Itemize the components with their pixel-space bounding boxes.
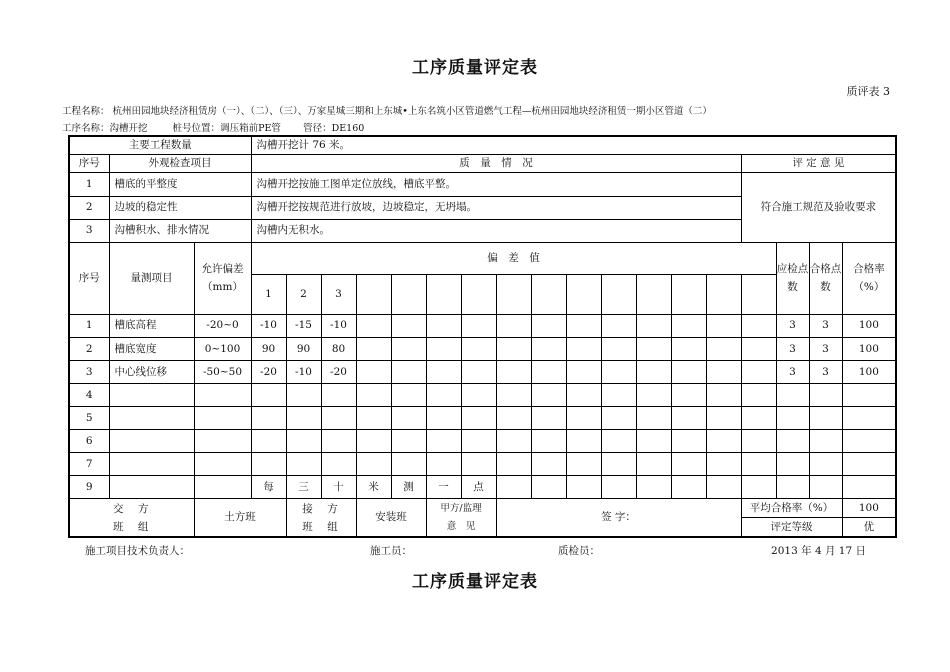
deviation-value — [496, 337, 531, 360]
measure-row — [69, 337, 896, 360]
deviation-value — [566, 361, 601, 384]
process-info-line — [62, 120, 364, 134]
visual-row-desc: 沟槽开挖按施工图单定位放线，槽底平整。 — [251, 172, 741, 196]
measure-col-deviation: 偏 差 值 — [251, 242, 776, 274]
deviation-value — [286, 407, 321, 430]
project-name-label: 工程名称： — [62, 106, 110, 117]
visual-header-row — [69, 154, 896, 172]
station-label: 桩号位置： — [172, 123, 221, 134]
deviation-value — [706, 407, 741, 430]
deviation-value — [356, 430, 391, 453]
deviation-value — [706, 361, 741, 384]
should-count — [776, 430, 809, 453]
dev-index — [391, 274, 426, 314]
deviation-value — [286, 453, 321, 476]
process-label: 工序名称： — [62, 123, 110, 134]
deviation-value — [426, 314, 461, 337]
deviation-value — [636, 407, 671, 430]
deviation-value — [741, 314, 776, 337]
deviation-value — [601, 361, 636, 384]
dev-index — [671, 274, 706, 314]
measure-row-no: 9 — [69, 476, 109, 499]
deviation-value — [461, 314, 496, 337]
deviation-value — [531, 430, 566, 453]
sign-label: 签 字： — [496, 499, 741, 537]
visual-row-desc: 沟槽开挖按规范进行放坡，边坡稳定，无坍塌。 — [251, 196, 741, 219]
deviation-value — [426, 361, 461, 384]
deviation-value — [391, 314, 426, 337]
deviation-value — [426, 337, 461, 360]
note-char: 点 — [461, 476, 496, 499]
pass-rate — [842, 453, 896, 476]
deviation-value — [286, 430, 321, 453]
visual-col-item: 外观检查项目 — [109, 154, 251, 172]
deviation-value — [391, 361, 426, 384]
deviation-value — [321, 384, 356, 407]
deviation-value — [286, 384, 321, 407]
pass-rate: 100 — [842, 337, 896, 360]
deviation-value — [636, 430, 671, 453]
deviation-value — [741, 384, 776, 407]
dev-index — [461, 274, 496, 314]
deviation-value — [636, 361, 671, 384]
dev-index — [531, 274, 566, 314]
deviation-value — [636, 384, 671, 407]
recv-team: 安装班 — [356, 499, 426, 537]
measure-row-item: 中心线位移 — [109, 361, 194, 384]
should-count — [776, 384, 809, 407]
deviation-value — [601, 314, 636, 337]
hand-team: 土方班 — [194, 499, 286, 537]
visual-row-item: 边坡的稳定性 — [109, 196, 251, 219]
deviation-value — [356, 314, 391, 337]
pass-rate — [842, 430, 896, 453]
deviation-value — [321, 407, 356, 430]
deviation-value — [671, 453, 706, 476]
deviation-value — [461, 384, 496, 407]
deviation-value — [321, 430, 356, 453]
deviation-value — [741, 361, 776, 384]
measure-col-rate: 合格率（%） — [842, 242, 896, 314]
deviation-value — [391, 453, 426, 476]
deviation-value — [391, 337, 426, 360]
grade-value: 优 — [842, 518, 896, 537]
note-char: 十 — [321, 476, 356, 499]
project-name-line — [62, 103, 712, 117]
visual-row-no: 3 — [69, 219, 109, 242]
deviation-value — [671, 384, 706, 407]
measure-col-item: 量测项目 — [109, 242, 194, 314]
evaluation-table — [68, 135, 897, 538]
measure-col-no: 序号 — [69, 242, 109, 314]
pass-rate: 100 — [842, 361, 896, 384]
visual-col-quality: 质 量 情 况 — [251, 154, 741, 172]
pass-count — [809, 430, 842, 453]
deviation-value: 90 — [251, 337, 286, 360]
should-count: 3 — [776, 314, 809, 337]
hand-team-label: 交 方 班 组 — [69, 499, 194, 537]
measure-col-tolerance: 允许偏差（mm） — [194, 242, 251, 314]
deviation-value — [426, 384, 461, 407]
deviation-value — [566, 384, 601, 407]
pass-count — [809, 453, 842, 476]
deviation-value — [706, 384, 741, 407]
main-quantity-value: 沟槽开挖计 76 米。 — [251, 136, 896, 154]
sign-date: 2013 年 4 月 17 日 — [771, 545, 866, 557]
measure-col-should: 应检点数 — [776, 242, 809, 314]
deviation-value — [251, 384, 286, 407]
dev-index — [601, 274, 636, 314]
deviation-value — [531, 453, 566, 476]
measure-row — [69, 361, 896, 384]
dev-index — [636, 274, 671, 314]
visual-conclusion: 符合施工规范及验收要求 — [741, 172, 896, 242]
measure-col-pass: 合格点数 — [809, 242, 842, 314]
dev-index: 1 — [251, 274, 286, 314]
deviation-value: -10 — [251, 314, 286, 337]
tech-lead-label: 施工项目技术负责人： — [85, 545, 190, 557]
deviation-value — [391, 407, 426, 430]
dev-index — [426, 274, 461, 314]
measure-row-no: 4 — [69, 384, 109, 407]
deviation-value — [636, 453, 671, 476]
deviation-value: -20 — [321, 361, 356, 384]
measure-row-no: 7 — [69, 453, 109, 476]
deviation-value — [741, 337, 776, 360]
measure-row-tolerance — [194, 407, 251, 430]
deviation-value — [671, 430, 706, 453]
deviation-value — [566, 407, 601, 430]
measure-row — [69, 453, 896, 476]
deviation-value — [496, 384, 531, 407]
deviation-value — [356, 453, 391, 476]
pass-count — [809, 407, 842, 430]
deviation-value — [496, 407, 531, 430]
recv-team-label: 接 方 班 组 — [286, 499, 356, 537]
measure-row-item — [109, 407, 194, 430]
deviation-value — [496, 430, 531, 453]
deviation-value — [461, 361, 496, 384]
measure-note-row — [69, 476, 896, 499]
deviation-value — [566, 430, 601, 453]
form-title: 工序质量评定表 — [412, 58, 538, 78]
avg-rate-label: 平均合格率（%） — [741, 499, 842, 518]
deviation-value — [391, 430, 426, 453]
dev-index — [496, 274, 531, 314]
deviation-value — [461, 407, 496, 430]
measure-header-row — [69, 242, 896, 274]
dev-index: 2 — [286, 274, 321, 314]
deviation-value — [461, 430, 496, 453]
deviation-value — [496, 314, 531, 337]
deviation-value — [356, 407, 391, 430]
note-char: 米 — [356, 476, 391, 499]
measure-row-tolerance: -20~0 — [194, 314, 251, 337]
measure-row-tolerance: -50~50 — [194, 361, 251, 384]
handover-row — [69, 499, 896, 518]
main-quantity-row — [69, 136, 896, 154]
deviation-value — [356, 337, 391, 360]
visual-row-desc: 沟槽内无积水。 — [251, 219, 741, 242]
measure-row-no: 1 — [69, 314, 109, 337]
measure-row-no: 5 — [69, 407, 109, 430]
diameter-value: DE160 — [331, 123, 365, 134]
pass-rate: 100 — [842, 314, 896, 337]
measure-row-no: 3 — [69, 361, 109, 384]
pass-count: 3 — [809, 314, 842, 337]
measure-row-tolerance — [194, 384, 251, 407]
deviation-value — [671, 361, 706, 384]
measure-row-tolerance: 0~100 — [194, 337, 251, 360]
deviation-value — [601, 337, 636, 360]
deviation-value — [356, 384, 391, 407]
builder-label: 施工员： — [370, 545, 412, 557]
measure-row-no: 2 — [69, 337, 109, 360]
next-form-title: 工序质量评定表 — [412, 572, 538, 592]
deviation-value — [671, 314, 706, 337]
measure-row — [69, 314, 896, 337]
deviation-value — [461, 337, 496, 360]
measure-row-item — [109, 384, 194, 407]
pass-count — [809, 384, 842, 407]
visual-row-item: 槽底的平整度 — [109, 172, 251, 196]
visual-row-item: 沟槽积水、排水情况 — [109, 219, 251, 242]
diameter-label: 管径： — [303, 123, 332, 134]
should-count — [776, 453, 809, 476]
deviation-value — [251, 453, 286, 476]
deviation-value — [461, 453, 496, 476]
dev-index — [706, 274, 741, 314]
deviation-value — [531, 361, 566, 384]
visual-col-eval: 评 定 意 见 — [741, 154, 896, 172]
note-char: 每 — [251, 476, 286, 499]
project-name: 杭州田园地块经济租赁房（一）、（二）、（三）、万家星城三期和上东城•上东名筑小区管道燃气工程—杭州田园地块经济租赁一期小区管道（二） — [112, 106, 712, 117]
deviation-value — [426, 407, 461, 430]
deviation-value — [601, 430, 636, 453]
station-value: 调压箱前PE管 — [220, 123, 281, 134]
inspector-label: 质检员： — [558, 545, 600, 557]
should-count: 3 — [776, 337, 809, 360]
measure-row-tolerance — [194, 430, 251, 453]
pass-count: 3 — [809, 337, 842, 360]
measure-row-no: 6 — [69, 430, 109, 453]
dev-index: 3 — [321, 274, 356, 314]
deviation-value — [426, 430, 461, 453]
avg-rate-value: 100 — [842, 499, 896, 518]
dev-index — [356, 274, 391, 314]
visual-row-no: 1 — [69, 172, 109, 196]
measure-row-item: 槽底高程 — [109, 314, 194, 337]
measure-row-item — [109, 430, 194, 453]
measure-row-tolerance — [194, 453, 251, 476]
deviation-value — [496, 453, 531, 476]
visual-col-no: 序号 — [69, 154, 109, 172]
main-quantity-label: 主要工程数量 — [69, 136, 251, 154]
deviation-value — [251, 407, 286, 430]
deviation-value — [531, 407, 566, 430]
owner-opinion-label: 甲方/监理 意 见 — [426, 499, 496, 537]
deviation-value — [391, 384, 426, 407]
deviation-value — [251, 430, 286, 453]
should-count: 3 — [776, 361, 809, 384]
note-char: 测 — [391, 476, 426, 499]
deviation-value — [321, 453, 356, 476]
deviation-value — [706, 337, 741, 360]
deviation-value — [706, 314, 741, 337]
deviation-value — [356, 361, 391, 384]
deviation-value — [601, 453, 636, 476]
dev-index — [741, 274, 776, 314]
deviation-value — [566, 453, 601, 476]
deviation-value — [496, 361, 531, 384]
deviation-value: -20 — [251, 361, 286, 384]
process-name: 沟槽开挖 — [109, 123, 148, 134]
deviation-value — [531, 384, 566, 407]
deviation-value: -10 — [286, 361, 321, 384]
deviation-value — [601, 407, 636, 430]
deviation-value — [601, 384, 636, 407]
deviation-value — [566, 314, 601, 337]
pass-rate — [842, 384, 896, 407]
deviation-value — [741, 430, 776, 453]
deviation-value — [706, 430, 741, 453]
deviation-value — [741, 453, 776, 476]
deviation-value — [671, 407, 706, 430]
grade-label: 评定等级 — [741, 518, 842, 537]
measure-row-item — [109, 453, 194, 476]
deviation-value — [566, 337, 601, 360]
note-char: 一 — [426, 476, 461, 499]
deviation-value — [531, 314, 566, 337]
visual-row-no: 2 — [69, 196, 109, 219]
pass-count: 3 — [809, 361, 842, 384]
deviation-value: 80 — [321, 337, 356, 360]
deviation-value — [706, 453, 741, 476]
deviation-value — [531, 337, 566, 360]
measure-row — [69, 407, 896, 430]
measure-row-item: 槽底宽度 — [109, 337, 194, 360]
measure-row — [69, 384, 896, 407]
pass-rate — [842, 407, 896, 430]
measure-row — [69, 430, 896, 453]
deviation-value: -10 — [321, 314, 356, 337]
deviation-value — [426, 453, 461, 476]
note-char: 三 — [286, 476, 321, 499]
should-count — [776, 407, 809, 430]
deviation-value — [636, 337, 671, 360]
deviation-value — [741, 407, 776, 430]
deviation-value — [636, 314, 671, 337]
deviation-value — [671, 337, 706, 360]
visual-row — [69, 172, 896, 196]
form-reference: 质评表 3 — [846, 85, 890, 98]
dev-index — [566, 274, 601, 314]
deviation-value: -15 — [286, 314, 321, 337]
deviation-value: 90 — [286, 337, 321, 360]
